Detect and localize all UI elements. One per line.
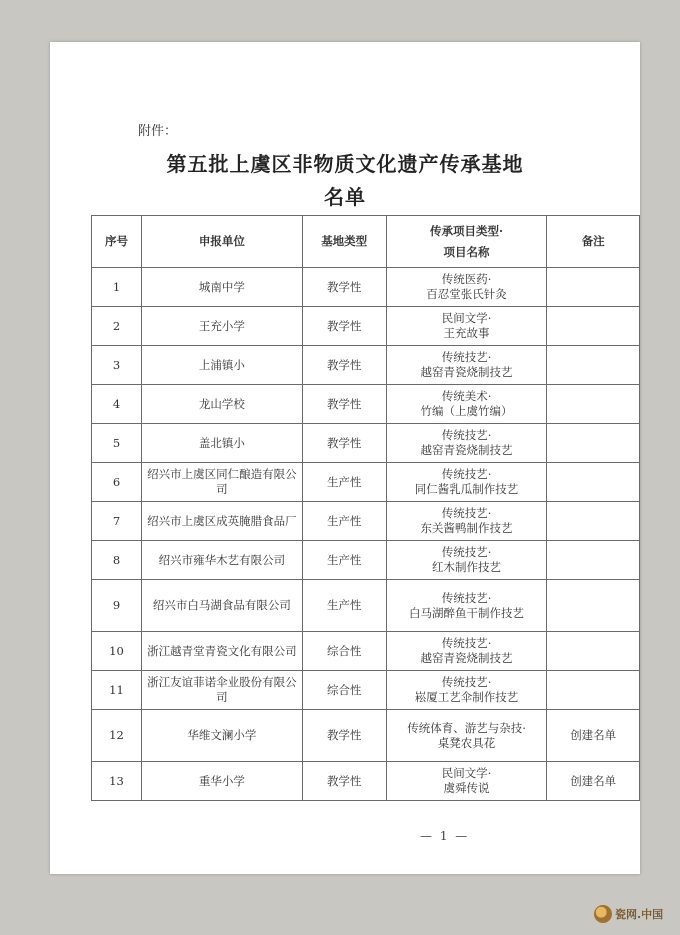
row-unit: 重华小学 [142, 762, 303, 801]
table-row [92, 424, 640, 463]
row-project [386, 632, 547, 671]
header-note: 备注 [547, 216, 640, 268]
row-number: 10 [92, 632, 142, 671]
row-unit: 盖北镇小 [142, 424, 303, 463]
header-no: 序号 [92, 216, 142, 268]
document-subtitle: 名单 [324, 185, 366, 209]
row-type: 综合性 [302, 632, 386, 671]
row-unit: 绍兴市雍华木艺有限公司 [142, 541, 303, 580]
document-title: 第五批上虞区非物质文化遗产传承基地 [166, 152, 524, 176]
row-number: 13 [92, 762, 142, 801]
row-unit: 上浦镇小 [142, 346, 303, 385]
row-unit: 绍兴市白马湖食品有限公司 [142, 580, 303, 632]
row-project [386, 385, 547, 424]
row-unit: 龙山学校 [142, 385, 303, 424]
table-row [92, 502, 640, 541]
project-category: 民间文学· [441, 311, 492, 325]
project-name: 同仁酱乳瓜制作技艺 [414, 482, 519, 496]
project-category: 传统技艺· [441, 506, 492, 520]
project-category: 传统体育、游艺与杂技· [407, 720, 526, 735]
row-unit: 绍兴市上虞区同仁酿造有限公司 [142, 463, 303, 502]
row-type: 教学性 [302, 346, 386, 385]
row-note [547, 424, 640, 463]
project-name: 崧厦工艺伞制作技艺 [414, 690, 519, 704]
row-note [547, 671, 640, 710]
row-unit: 浙江越青堂青瓷文化有限公司 [142, 632, 303, 671]
row-number: 12 [92, 710, 142, 762]
row-number: 1 [92, 268, 142, 307]
project-name: 红木制作技艺 [432, 560, 502, 574]
row-number: 5 [92, 424, 142, 463]
row-note [547, 541, 640, 580]
row-type: 综合性 [302, 671, 386, 710]
row-type: 教学性 [302, 710, 386, 762]
project-category: 传统技艺· [441, 467, 492, 481]
row-note: 创建名单 [547, 762, 640, 801]
row-project [386, 541, 547, 580]
row-number: 4 [92, 385, 142, 424]
table-row [92, 346, 640, 385]
row-type: 教学性 [302, 307, 386, 346]
header-project [386, 216, 547, 268]
row-project [386, 580, 547, 632]
row-unit: 城南中学 [142, 268, 303, 307]
table-row [92, 268, 640, 307]
table-row [92, 580, 640, 632]
row-project [386, 762, 547, 801]
table-row [92, 463, 640, 502]
project-category: 传统美术· [441, 389, 492, 403]
row-project [386, 268, 547, 307]
row-note [547, 385, 640, 424]
project-category: 民间文学· [441, 766, 492, 780]
row-type: 生产性 [302, 502, 386, 541]
row-note [547, 307, 640, 346]
project-name: 王充故事 [443, 326, 490, 340]
row-project [386, 710, 547, 762]
project-name: 越窑青瓷烧制技艺 [420, 443, 513, 457]
table-row [92, 385, 640, 424]
row-note [547, 268, 640, 307]
row-unit: 王充小学 [142, 307, 303, 346]
row-project [386, 463, 547, 502]
project-name: 越窑青瓷烧制技艺 [420, 365, 513, 379]
project-category: 传统技艺· [441, 350, 492, 364]
row-note [547, 463, 640, 502]
attachment-label: 附件： [138, 124, 178, 139]
row-number: 11 [92, 671, 142, 710]
project-name: 虞舜传说 [443, 781, 490, 795]
row-number: 9 [92, 580, 142, 632]
logo-text: 瓷网.中国 [615, 908, 664, 921]
row-number: 8 [92, 541, 142, 580]
row-note [547, 580, 640, 632]
logo-icon [594, 905, 612, 923]
row-number: 2 [92, 307, 142, 346]
table-row [92, 762, 640, 801]
row-project [386, 346, 547, 385]
project-category: 传统技艺· [441, 428, 492, 442]
row-project [386, 424, 547, 463]
document-page [50, 42, 640, 874]
row-note [547, 346, 640, 385]
row-type: 教学性 [302, 424, 386, 463]
table-header-row [92, 216, 640, 268]
table-body [92, 268, 640, 801]
table-row [92, 307, 640, 346]
project-name: 越窑青瓷烧制技艺 [420, 651, 513, 665]
row-project [386, 671, 547, 710]
page-number: — 1 — [420, 829, 470, 843]
table-row [92, 632, 640, 671]
project-name: 东关酱鸭制作技艺 [420, 521, 513, 535]
project-category: 传统医药· [441, 272, 492, 286]
project-category: 传统技艺· [441, 545, 492, 559]
row-type: 教学性 [302, 385, 386, 424]
table-row [92, 671, 640, 710]
row-type: 教学性 [302, 762, 386, 801]
project-category: 传统技艺· [441, 675, 492, 689]
row-note [547, 502, 640, 541]
site-logo [594, 905, 663, 923]
header-unit: 申报单位 [142, 216, 303, 268]
row-note: 创建名单 [547, 710, 640, 762]
row-type: 教学性 [302, 268, 386, 307]
project-name: 桌凳农具花 [437, 735, 496, 750]
row-unit: 绍兴市上虞区成英腌腊食品厂 [142, 502, 303, 541]
project-name: 竹编（上虞竹编） [420, 404, 513, 418]
row-project [386, 307, 547, 346]
project-name: 百忍堂张氏针灸 [426, 287, 507, 301]
table-row [92, 710, 640, 762]
project-name: 白马湖醉鱼干制作技艺 [409, 605, 525, 620]
row-note [547, 632, 640, 671]
project-category: 传统技艺· [441, 590, 492, 605]
heritage-base-table [91, 215, 640, 801]
row-number: 6 [92, 463, 142, 502]
row-type: 生产性 [302, 580, 386, 632]
row-project [386, 502, 547, 541]
row-number: 7 [92, 502, 142, 541]
header-project-line2: 项目名称 [443, 244, 490, 259]
header-project-line1: 传承项目类型· [430, 223, 504, 238]
project-category: 传统技艺· [441, 636, 492, 650]
table-row [92, 541, 640, 580]
row-type: 生产性 [302, 541, 386, 580]
row-number: 3 [92, 346, 142, 385]
row-type: 生产性 [302, 463, 386, 502]
row-unit: 华维文澜小学 [142, 710, 303, 762]
header-type: 基地类型 [302, 216, 386, 268]
row-unit: 浙江友谊菲诺伞业股份有限公司 [142, 671, 303, 710]
